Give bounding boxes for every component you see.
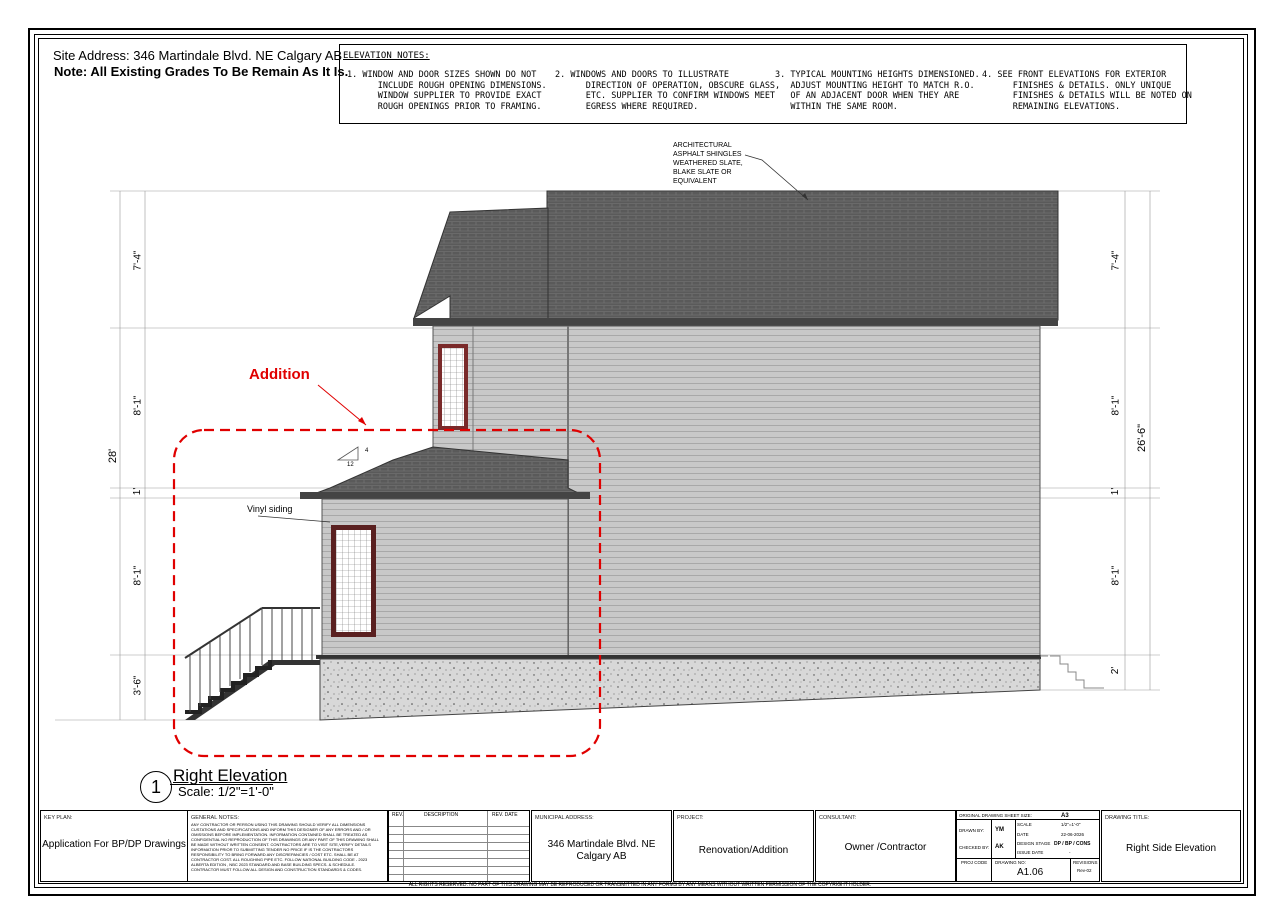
municipal-address-cell: MUNICIPAL ADDRESS: 346 Martindale Blvd. NE Calgary AB: [531, 810, 672, 882]
project-value: Renovation/Addition: [698, 845, 789, 856]
municipal-line-1: 346 Martindale Blvd. NE: [547, 839, 656, 850]
drawing-number: A1.06: [1017, 867, 1044, 878]
left-stairs: [185, 608, 320, 720]
revisions-table: REV. DESCRIPTION REV. DATE: [388, 810, 530, 882]
dim-left-3: 1': [132, 487, 144, 496]
slope-run: 12: [347, 462, 354, 468]
upper-window: [442, 348, 464, 426]
view-number: 1: [140, 771, 172, 803]
dim-left-5: 3'-6": [132, 675, 144, 696]
drawing-title-cell: DRAWING TITLE: Right Side Elevation: [1101, 810, 1241, 882]
dim-left-total: 28': [107, 448, 120, 464]
dim-right-3: 1': [1110, 487, 1122, 496]
dim-right-1: 7'-4": [1110, 250, 1122, 271]
addition-window: [336, 530, 371, 632]
upper-left-roof: [414, 208, 548, 320]
elevation-note-4: 4. SEE FRONT ELEVATIONS FOR EXTERIOR FINISHES & DETAILS. ONLY UNIQUE FINISHES & DETAILS WILL BE NOTED ON REMAINING ELEVATIONS.: [982, 70, 1192, 112]
upper-left-fascia: [413, 318, 553, 326]
main-roof: [547, 191, 1058, 320]
drawing-title-value: Right Side Elevation: [1125, 843, 1217, 854]
general-notes-cell: GENERAL NOTES: ANY CONTRACTOR OR PERSON USING THIS DRAWING SHOULD VERIFY ALL DIMENSIONS CUSTATIONS AND SPECIFICATIONS AND INFORM THIS DESIGNER OF ANY ERRORS AND / OR OMISSIONS BEFORE IMPLEMENTATION. INFORMATION CONTAINED SHALL BE TREATED AS CONFIDENTIAL NO REPRODUCTION OF THIS DRAWINGS OR ANY PART OF THIS DRAWING SHALL BE MADE WITHOUT WRITTEN CONSENT. CONTRACTORS ARE TO VISIT SITE,VERIFY DETAILS INFORMATION PRIOR TO SUBMITTING TENDER NO PRICE IF IS THE CONTRACTORS RESPONSIBILITY TO BRING FORWARD ANY DISCREPANCIES / COST ETC. SHALL BE AT CONTRACTOR COST. ALL ROUGHING PIPE ETC. FOLLOW NATIONAL BUILDING CODE - 2023 ALBERTA EDITION , NBC 2023 STANDARD AND BASE BUILDING SPECS. & SCHEDULE. CONTRACTOR MUST FOLLOW ALL DESIGN AND CONSTRUCTION STANDARDS & CODES.: [187, 810, 388, 882]
consultant-value: Owner /Contractor: [844, 842, 927, 853]
addition-label: Addition: [249, 366, 310, 383]
addition-fascia: [300, 492, 590, 499]
dim-left-1: 7'-4": [132, 250, 144, 271]
site-address: Site Address: 346 Martindale Blvd. NE Calgary AB: [53, 48, 343, 63]
dim-right-total: 26'-6": [1136, 423, 1149, 453]
municipal-line-2: Calgary AB: [576, 851, 627, 862]
dim-right-2: 8'-1": [1110, 395, 1122, 416]
dim-right-5: 2': [1110, 666, 1122, 675]
main-fascia: [545, 318, 1058, 326]
consultant-cell: CONSULTANT: Owner /Contractor: [815, 810, 956, 882]
dim-right-4: 8'-1": [1110, 565, 1122, 586]
key-plan-value: Application For BP/DP Drawings: [42, 839, 186, 850]
general-notes-text: ANY CONTRACTOR OR PERSON USING THIS DRAWING SHOULD VERIFY ALL DIMENSIONS CUSTATIONS AND SPECIFICATIONS AND INFORM THIS DESIGNER OF ANY ERRORS AND / OR OMISSIONS BEFORE IMPLEMENTATION. INFORMATION CONTAINED SHALL BE TREATED AS CONFIDENTIAL NO REPRODUCTION OF THIS DRAWINGS OR ANY PART OF THIS DRAWING SHALL BE MADE WITHOUT WRITTEN CONSENT. CONTRACTORS ARE TO VISIT SITE,VERIFY DETAILS INFORMATION PRIOR TO SUBMITTING TENDER NO PRICE IF IS THE CONTRACTORS RESPONSIBILITY TO BRING FORWARD ANY DISCREPANCIES / COST ETC. SHALL BE AT CONTRACTOR COST. ALL ROUGHING PIPE ETC. FOLLOW NATIONAL BUILDING CODE - 2023 ALBERTA EDITION , NBC 2023 STANDARD AND BASE BUILDING SPECS. & SCHEDULE. CONTRACTOR MUST FOLLOW ALL DESIGN AND CONSTRUCTION STANDARDS & CODES.: [191, 822, 379, 872]
key-plan-cell: KEY PLAN: Application For BP/DP Drawings: [40, 810, 188, 882]
view-title: Right Elevation: [173, 766, 288, 785]
copyright-footer: ALL RIGHTS RESERVED. NO PART OF THIS DRAWING MAY BE REPRODUCED OR TRANSMITTED IN ANY FORMS BY ANY MEANS WITHOUT WRITTEN PERMISSION OF THE COPYRIGHT HOLDER.: [408, 882, 872, 888]
elevation-note-1: 1. WINDOW AND DOOR SIZES SHOWN DO NOT INCLUDE ROUGH OPENING DIMENSIONS. WINDOW SUPPLIER TO PROVIDE EXACT ROUGH OPENINGS PRIOR TO FRAMING.: [347, 70, 547, 112]
drawing-info-cell: ORIGINAL DRAWING SHEET SIZE: A3 DRAWN BY: YM SCALE 1/2"=1'-0" DATE 22-06-2026 CHECKED BY: AK DESIGN STAGE DP / BP / CONS ISSUE DATE - PROJ CODE DRAWING NO: A1.06 REVISIONS Rev-02: [956, 810, 1100, 882]
roof-material-note: ARCHITECTURAL ASPHALT SHINGLES WEATHERED SLATE, BLAKE SLATE OR EQUIVALENT: [673, 142, 743, 185]
foundation: [320, 659, 1040, 720]
elevation-notes-title: ELEVATION NOTES:: [343, 51, 430, 61]
view-scale: Scale: 1/2"=1'-0": [178, 784, 274, 799]
dim-left-4: 8'-1": [132, 565, 144, 586]
project-cell: PROJECT: Renovation/Addition: [673, 810, 814, 882]
elevation-note-3: 3. TYPICAL MOUNTING HEIGHTS DIMENSIONED. ADJUST MOUNTING HEIGHT TO MATCH R.O. OF AN ADJACENT DOOR WHEN THEY ARE WITHIN THE SAME ROOM.: [775, 70, 980, 112]
grade-note: Note: All Existing Grades To Be Remain As It Is.: [54, 64, 349, 79]
slope-rise: 4: [365, 448, 369, 454]
dim-left-2: 8'-1": [132, 395, 144, 416]
right-steps: [1040, 656, 1104, 688]
vinyl-siding-label: Vinyl siding: [247, 504, 293, 514]
elevation-note-2: 2. WINDOWS AND DOORS TO ILLUSTRATE DIRECTION OF OPERATION, OBSCURE GLASS, ETC. SUPPLIER TO CONFIRM WINDOWS MEET EGRESS WHERE REQUIRED.: [555, 70, 781, 112]
